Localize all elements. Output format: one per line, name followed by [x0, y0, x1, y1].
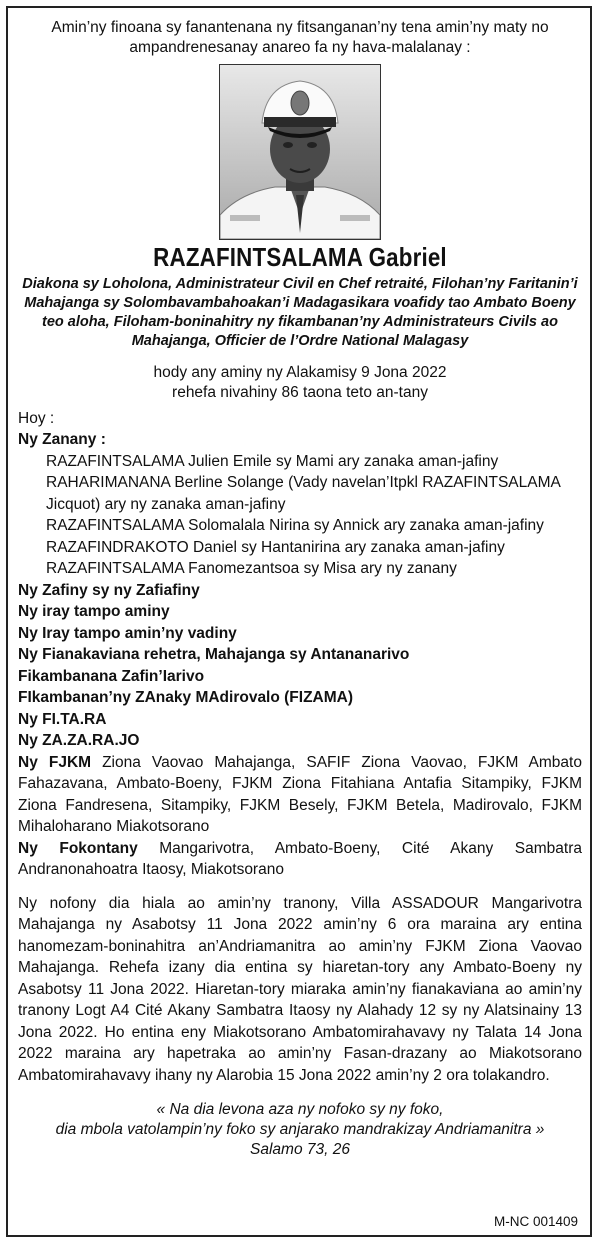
family-group: Ny Zafiny sy ny Zafiafiny [18, 581, 200, 599]
family-group: Ny Fianakaviana rehetra, Mahajanga sy Antananarivo [18, 646, 410, 663]
child-entry: RAZAFINTSALAMA Julien Emile sy Mami ary zanaka aman-jafiny [46, 452, 499, 470]
intro-text: Amin’ny finoana sy fanantenana ny fitsanganan’ny tena amin’ny maty no ampandrenesanay anareo fa ny hava-malalanay : [51, 19, 549, 56]
fokontany-text: Mangarivotra, Ambato-Boeny, Cité Akany Sambatra Andranonahoatra Itaosy, Miakotsorano [18, 839, 582, 878]
family-group: Ny ZA.ZA.RA.JO [18, 732, 140, 749]
death-date: hody any aminy ny Alakamisy 9 Jona 2022 [153, 364, 447, 381]
quote-reference: Salamo 73, 26 [250, 1141, 350, 1158]
children-list [18, 451, 582, 580]
child-entry: RAZAFINDRAKOTO Daniel sy Hantanirina ary zanaka aman-jafiny [46, 538, 505, 556]
fjkm-text: Ziona Vaovao Mahajanga, SAFIF Ziona Vaovao, FJKM Ambato Fahazavana, Ambato-Boeny, FJKM Ziona Fitahiana Antafia Sitampiky, FJKM Ziona Fandresena, Sitampiky, FJKM Besely, FJKM Betela, Madirovalo, FJKM Mihaloharano Miakotsorano [18, 753, 582, 835]
quote-line-2: dia mbola vatolampin’ny foko sy anjarako mandrakizay Andriamanitra » [55, 1121, 545, 1138]
fjkm-paragraph [18, 752, 582, 838]
children-heading: Ny Zanany : [18, 431, 106, 448]
child-entry: RAHARIMANANA Berline Solange (Vady navelan’Itpkl RAZAFINTSALAMA Jicquot) ary ny zanaka aman-jafiny [46, 474, 560, 513]
portrait-image [220, 65, 380, 239]
family-group: FIkambanan’ny ZAnaky MAdirovalo (FIZAMA) [18, 689, 354, 706]
child-entry: RAZAFINTSALAMA Solomalala Nirina sy Annick ary zanaka aman-jafiny [46, 517, 544, 534]
portrait-photo [219, 64, 381, 240]
family-group: Ny iray tampo aminy [18, 603, 170, 620]
deceased-name: RAZAFINTSALAMA Gabriel [153, 242, 447, 272]
child-entry: RAZAFINTSALAMA Fanomezantsoa sy Misa ary ny zanany [46, 560, 457, 577]
hoy-label: Hoy : [18, 410, 55, 427]
death-age: rehefa nivahiny 86 taona teto an-tany [172, 384, 428, 401]
family-group: Ny Iray tampo amin’ny vadiny [18, 624, 237, 642]
obituary-notice [18, 14, 582, 1160]
quote-line-1: « Na dia levona aza ny nofoko sy ny foko, [156, 1101, 444, 1118]
notice-reference: M-NC 001409 [493, 1214, 578, 1229]
funeral-details: Ny nofony dia hiala ao amin’ny tranony, Villa ASSADOUR Mangarivotra Mahajanga ny Asabotsy 11 Jona 2022 amin’ny 6 ora maraina ary entina hanomezam-boninahitra an’Andriamanitra ao amin’ny FJKM Ziona Vaovao Mahajanga. Rehefa izany dia entina sy hiaretan-tory any Ambato-Boeny ny Asabotsy 11 Jona 2022. Hiaretan-tory miaraka amin’ny fianakaviana ao amin’ny tranony Logt A4 Cité Akany Sambatra Itaosy ny Alahady 12 sy ny Alatsinainy 13 Jona 2022. Ho entina eny Miakotsorano Ambatomirahavavy ny Talata 14 Jona 2022 maraina ary hapetraka ao amin’ny Fasan-drazany ao Miakotsorano Ambatomirahavavy ihany ny Alarobia 15 Jona 2022 amin’ny 2 ora tolakandro. [18, 894, 582, 1084]
bible-quote [18, 1100, 582, 1160]
fjkm-label: Ny FJKM [18, 753, 92, 771]
fokontany-paragraph [18, 838, 582, 881]
death-announcement [18, 363, 582, 403]
deceased-titles: Diakona sy Loholona, Administrateur Civil en Chef retraité, Filohan’ny Faritanin’i Mahajanga sy Solombavambahoakan’i Madagasikara voafidy tao Ambato Boeny teo aloha, Filoham-boninahitry ny fikambanan’ny Administrateurs Civils ao Mahajanga, Officier de l’Ordre National Malagasy [22, 276, 578, 349]
family-group: Ny FI.TA.RA [18, 710, 107, 728]
family-group: Fikambanana Zafin’Iarivo [18, 667, 205, 685]
fokontany-label: Ny Fokontany [18, 839, 138, 857]
family-groups [18, 580, 582, 752]
